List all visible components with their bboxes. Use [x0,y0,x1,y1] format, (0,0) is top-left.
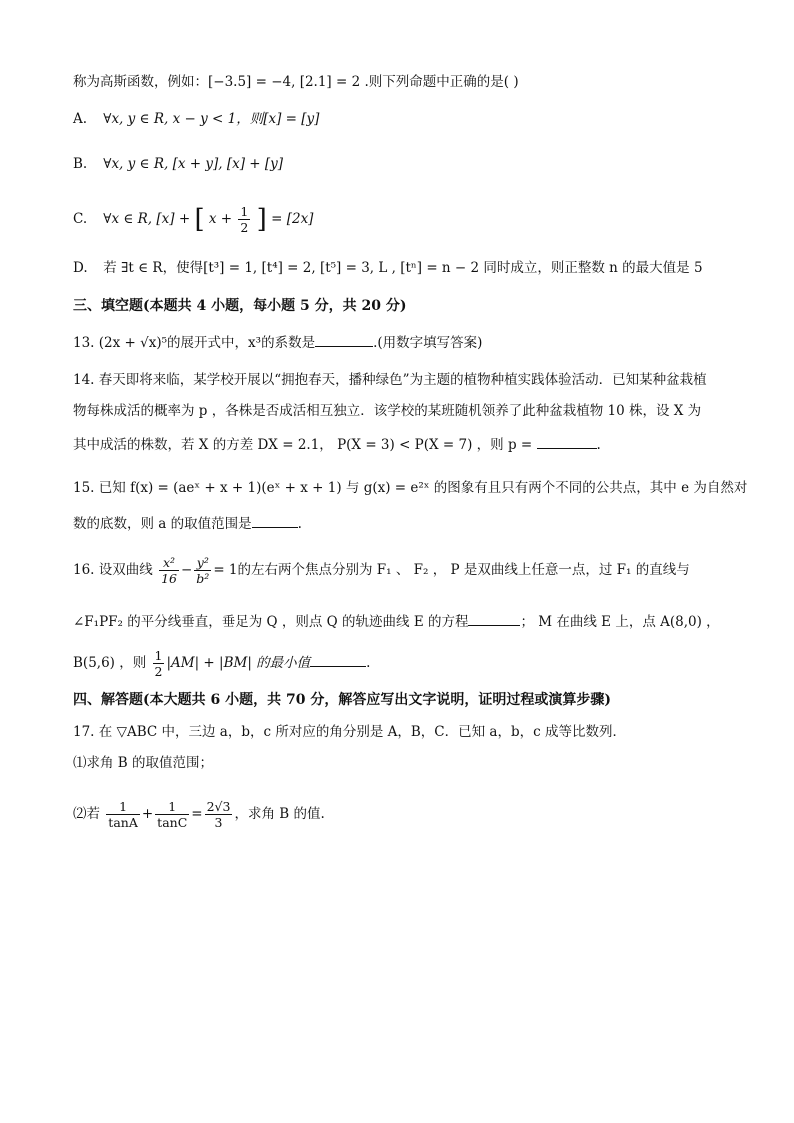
option-a-text: ∀x, y ∈ R, x − y < 1，则[x] = [y] [103,111,320,127]
section-3-heading: 三、填空题(本题共 4 小题，每小题 5 分，共 20 分) [73,298,407,314]
option-b-label: B. [73,156,88,172]
q12-option-a [73,109,754,129]
q14-line-3 [73,434,754,455]
fraction-numerator: 1 [155,799,189,815]
q16-post: = 1的左右两个焦点分别为 F₁ 、 F₂ ， P 是双曲线上任意一点，过 F₁ 的直线与 [213,562,690,578]
fraction-one-half [238,204,250,235]
q14-text-3: 其中成活的株数，若 X 的方差 DX = 2.1， P(X = 3) < P(X = 7) ，则 p = [73,437,533,453]
fraction-1-over-tanA [106,799,140,830]
q15-text-2: 数的底数，则 a 的取值范围是 [73,516,252,532]
question-13 [73,332,754,353]
q16-line-2 [73,611,754,632]
q12-option-c [73,202,754,236]
fraction-denominator: 3 [214,815,223,830]
fraction-2root3-over-3 [205,799,233,830]
q12-option-d [73,258,754,278]
q17-part-2-pre: ⑵若 [73,806,100,822]
q17-part-2-post: ，求角 B 的值. [234,806,325,822]
q17-number: 17. [73,724,95,740]
q16-end: . [366,655,371,671]
q12-stem [73,72,754,92]
fraction-x2-over-16 [159,555,179,586]
option-b-text: ∀x, y ∈ R, [x + y], [x] + [y] [103,156,284,172]
q16-text-3a: B(5,6) ，则 [73,655,147,671]
plus-sign: + [141,806,154,822]
q13-note: .(用数字填写答案) [373,335,483,351]
q14-answer-blank [537,434,597,449]
q15-end: . [297,516,302,532]
q17-part-1: ⑴求角 B 的取值范围； [73,755,214,771]
q14-number: 14. [73,372,95,388]
fraction-denominator: tanA [108,815,138,830]
q15-answer-blank [252,513,298,528]
fraction-numerator: x² [159,555,179,571]
fraction-numerator: y² [194,555,211,571]
minus-sign: − [180,562,193,578]
q14-line-1 [73,370,754,390]
fraction-numerator: 1 [154,648,163,663]
fraction-numerator: 2√3 [206,799,231,814]
fraction-denominator: b² [196,571,210,586]
q16-answer-blank-1 [468,611,520,626]
fraction-numerator: 1 [106,799,140,815]
q17-part-2 [73,794,754,834]
q16-text-3b: |AM| + |BM| 的最小值 [166,655,311,671]
q16-text-2a: ∠F₁PF₂ 的平分线垂直，垂足为 Q ，则点 Q 的轨迹曲线 E 的方程 [73,614,469,630]
q13-number: 13. [73,335,95,351]
q12-stem-text: 称为高斯函数，例如：[−3.5] = −4, [2.1] = 2 .则下列命题中正确的是( ) [73,74,519,90]
fraction-one-half [153,648,165,679]
q12-option-b [73,154,754,174]
q17-stem [73,722,754,742]
q17-text: 在 ▽ABC 中，三边 a，b，c 所对应的角分别是 A，B，C．已知 a，b，c 成等比数列． [98,724,626,740]
q16-pre: 设双曲线 [98,562,153,578]
option-d-label: D. [73,260,88,276]
fraction-denominator: tanC [157,815,188,830]
q14-end: . [596,437,601,453]
option-c-post: = [2x] [271,211,314,227]
option-a-label: A. [73,111,88,127]
fraction-denominator: 16 [161,571,177,586]
fraction-numerator: 1 [240,204,249,219]
right-bracket-glyph: ] [256,204,267,235]
equals-sign: = [191,806,203,822]
q15-line-1 [73,478,754,498]
q13-text: (2x + √x)⁵的展开式中，x³的系数是 [98,335,316,351]
q15-line-2 [73,513,754,534]
q14-line-2: 物每株成活的概率为 p ，各株是否成活相互独立．该学校的某班随机领养了此种盆栽植物 10 株，设 X 为 [73,403,702,419]
q15-number: 15. [73,480,95,496]
q16-text-2b: ； M 在曲线 E 上，点 A(8,0) ， [520,614,720,630]
fraction-y2-over-b2 [194,555,211,586]
q15-text-1: 已知 f(x) = (aeˣ + x + 1)(eˣ + x + 1) 与 g(x) = e²ˣ 的图象有且只有两个不同的公共点，其中 e 为自然对 [98,480,748,496]
fraction-1-over-tanC [155,799,189,830]
q16-line-3 [73,645,754,681]
option-d-text: 若 ∃t ∈ R，使得[t³] = 1, [t⁴] = 2, [t⁵] = 3, L , [tⁿ] = n − 2 同时成立，则正整数 n 的最大值是 5 [103,260,703,276]
fraction-denominator: 2 [240,220,249,235]
q13-answer-blank [315,332,373,347]
left-bracket-glyph: [ [194,204,205,235]
option-c-label: C. [73,211,88,227]
q16-number: 16. [73,562,95,578]
fraction-denominator: 2 [154,664,163,679]
option-c-mid: x + [208,211,233,227]
section-4-heading: 四、解答题(本大题共 6 小题，共 70 分，解答应写出文字说明，证明过程或演算步骤) [73,692,611,708]
option-c-pre: ∀x ∈ R, [x] + [103,211,191,227]
q14-text-1: 春天即将来临，某学校开展以“拥抱春天，播种绿色”为主题的植物种植实践体验活动．已知某种盆栽植 [98,372,707,388]
q16-answer-blank-2 [310,652,366,667]
q16-line-1 [73,552,754,588]
